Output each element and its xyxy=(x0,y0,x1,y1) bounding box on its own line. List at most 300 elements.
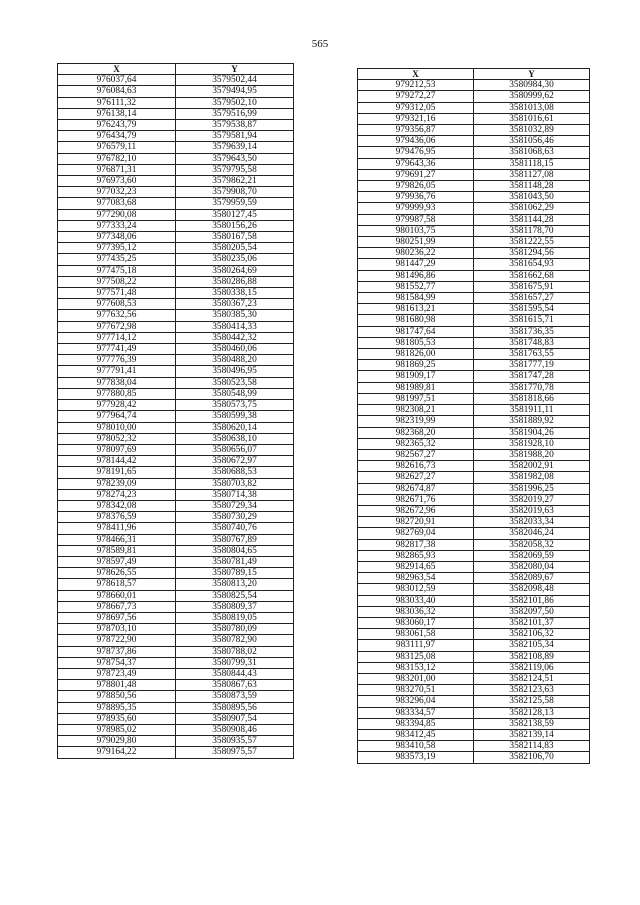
table-row xyxy=(58,433,294,444)
table-row xyxy=(358,225,590,236)
cell-x: 979272,27 xyxy=(358,91,474,102)
cell-y: 3582124,51 xyxy=(474,673,590,684)
cell-y: 3581062,29 xyxy=(474,203,590,214)
table-row xyxy=(58,579,294,590)
cell-x: 979029,80 xyxy=(58,736,176,747)
cell-y: 3581032,89 xyxy=(474,125,590,136)
cell-y: 3581178,70 xyxy=(474,225,590,236)
cell-y: 3582069,59 xyxy=(474,550,590,561)
cell-y: 3581595,54 xyxy=(474,304,590,315)
cell-y: 3582139,14 xyxy=(474,729,590,740)
cell-y: 3582080,04 xyxy=(474,561,590,572)
cell-y: 3580873,59 xyxy=(176,691,294,702)
cell-x: 979987,58 xyxy=(358,214,474,225)
cell-y: 3581982,08 xyxy=(474,472,590,483)
cell-y: 3580167,58 xyxy=(176,232,294,243)
table-row xyxy=(358,326,590,337)
cell-x: 981869,25 xyxy=(358,360,474,371)
table-row xyxy=(58,713,294,724)
cell-x: 982365,32 xyxy=(358,438,474,449)
cell-y: 3580688,53 xyxy=(176,467,294,478)
cell-y: 3580999,62 xyxy=(474,91,590,102)
cell-y: 3582097,50 xyxy=(474,606,590,617)
cell-x: 982308,21 xyxy=(358,405,474,416)
cell-y: 3579908,70 xyxy=(176,187,294,198)
cell-y: 3582101,86 xyxy=(474,595,590,606)
cell-y: 3580414,33 xyxy=(176,321,294,332)
cell-x: 978589,81 xyxy=(58,545,176,556)
table-row xyxy=(58,265,294,276)
cell-x: 977741,49 xyxy=(58,344,176,355)
cell-x: 977964,74 xyxy=(58,411,176,422)
cell-x: 979212,53 xyxy=(358,80,474,91)
table-row xyxy=(358,517,590,528)
cell-x: 979476,95 xyxy=(358,147,474,158)
cell-x: 983033,40 xyxy=(358,595,474,606)
cell-y: 3581144,28 xyxy=(474,214,590,225)
table-row xyxy=(58,478,294,489)
cell-x: 981496,86 xyxy=(358,270,474,281)
cell-y: 3579639,14 xyxy=(176,142,294,153)
table-row xyxy=(58,388,294,399)
table-row xyxy=(358,573,590,584)
table-row xyxy=(358,629,590,640)
cell-x: 982672,96 xyxy=(358,505,474,516)
cell-y: 3580523,58 xyxy=(176,377,294,388)
column-header-x: X xyxy=(358,69,474,80)
cell-x: 981805,53 xyxy=(358,337,474,348)
cell-y: 3580286,88 xyxy=(176,276,294,287)
cell-x: 977083,68 xyxy=(58,198,176,209)
table-row xyxy=(358,617,590,628)
table-row xyxy=(358,259,590,270)
cell-y: 3582114,83 xyxy=(474,741,590,752)
table-header-row xyxy=(358,69,590,80)
cell-x: 983296,04 xyxy=(358,696,474,707)
cell-x: 978010,00 xyxy=(58,422,176,433)
cell-y: 3581016,61 xyxy=(474,113,590,124)
table-row xyxy=(58,680,294,691)
table-row xyxy=(358,741,590,752)
table-row xyxy=(58,209,294,220)
cell-x: 978722,90 xyxy=(58,635,176,646)
cell-x: 982671,76 xyxy=(358,494,474,505)
table-header-row xyxy=(58,64,294,75)
table-row xyxy=(358,113,590,124)
cell-x: 977571,48 xyxy=(58,288,176,299)
cell-y: 3582046,24 xyxy=(474,528,590,539)
table-row xyxy=(58,489,294,500)
cell-y: 3580809,37 xyxy=(176,601,294,612)
table-row xyxy=(358,158,590,169)
cell-y: 3580620,14 xyxy=(176,422,294,433)
table-row xyxy=(58,243,294,254)
table-row xyxy=(358,270,590,281)
cell-x: 977508,22 xyxy=(58,276,176,287)
cell-x: 983036,32 xyxy=(358,606,474,617)
cell-x: 981552,77 xyxy=(358,281,474,292)
cell-x: 976579,11 xyxy=(58,142,176,153)
cell-x: 978935,60 xyxy=(58,713,176,724)
table-row xyxy=(358,125,590,136)
table-row xyxy=(58,131,294,142)
cell-y: 3581118,15 xyxy=(474,158,590,169)
cell-x: 982368,20 xyxy=(358,427,474,438)
cell-x: 983334,57 xyxy=(358,707,474,718)
table-row xyxy=(358,91,590,102)
table-row xyxy=(358,472,590,483)
cell-x: 978850,56 xyxy=(58,691,176,702)
cell-y: 3581988,20 xyxy=(474,449,590,460)
cell-y: 3580781,49 xyxy=(176,556,294,567)
column-header-y: Y xyxy=(474,69,590,80)
cell-y: 3582101,37 xyxy=(474,617,590,628)
cell-x: 978723,49 xyxy=(58,668,176,679)
table-row xyxy=(58,556,294,567)
table-row xyxy=(58,702,294,713)
cell-y: 3580767,89 xyxy=(176,534,294,545)
table-row xyxy=(358,371,590,382)
table-row xyxy=(358,673,590,684)
cell-x: 981680,98 xyxy=(358,315,474,326)
page-number: 565 xyxy=(311,38,329,50)
table-row xyxy=(358,248,590,259)
cell-y: 3580127,45 xyxy=(176,209,294,220)
cell-y: 3579516,99 xyxy=(176,108,294,119)
table-row xyxy=(58,568,294,579)
cell-y: 3581904,26 xyxy=(474,427,590,438)
table-row xyxy=(358,337,590,348)
cell-x: 977928,42 xyxy=(58,400,176,411)
cell-y: 3581748,83 xyxy=(474,337,590,348)
cell-x: 977608,53 xyxy=(58,299,176,310)
table-row xyxy=(358,102,590,113)
table-row xyxy=(358,304,590,315)
cell-x: 983412,45 xyxy=(358,729,474,740)
cell-x: 983394,85 xyxy=(358,718,474,729)
table-row xyxy=(58,668,294,679)
table-row xyxy=(58,321,294,332)
cell-y: 3580672,97 xyxy=(176,456,294,467)
coordinates-table-left xyxy=(57,63,294,759)
table-row xyxy=(58,736,294,747)
column-header-y: Y xyxy=(176,64,294,75)
table-row xyxy=(58,523,294,534)
table-row xyxy=(358,405,590,416)
table-row xyxy=(58,512,294,523)
cell-x: 981747,64 xyxy=(358,326,474,337)
table-row xyxy=(358,539,590,550)
cell-y: 3580460,06 xyxy=(176,344,294,355)
cell-x: 982674,87 xyxy=(358,483,474,494)
cell-x: 978376,59 xyxy=(58,512,176,523)
cell-y: 3581043,50 xyxy=(474,192,590,203)
table-row xyxy=(358,393,590,404)
cell-x: 979356,87 xyxy=(358,125,474,136)
cell-x: 978411,96 xyxy=(58,523,176,534)
table-row xyxy=(58,344,294,355)
cell-x: 977632,56 xyxy=(58,310,176,321)
table-row xyxy=(358,349,590,360)
cell-x: 978667,73 xyxy=(58,601,176,612)
cell-y: 3582138,59 xyxy=(474,718,590,729)
table-row xyxy=(58,220,294,231)
table-row xyxy=(58,153,294,164)
table-row xyxy=(58,276,294,287)
cell-x: 978985,02 xyxy=(58,724,176,735)
table-row xyxy=(358,595,590,606)
table-row xyxy=(58,545,294,556)
table-row xyxy=(358,80,590,91)
cell-x: 983111,97 xyxy=(358,640,474,651)
table-row xyxy=(358,640,590,651)
table-row xyxy=(358,662,590,673)
cell-x: 982720,91 xyxy=(358,517,474,528)
table-row xyxy=(358,707,590,718)
cell-x: 976871,31 xyxy=(58,164,176,175)
table-row xyxy=(358,528,590,539)
cell-y: 3582105,34 xyxy=(474,640,590,651)
table-row xyxy=(358,382,590,393)
cell-x: 978737,86 xyxy=(58,646,176,657)
cell-x: 980236,22 xyxy=(358,248,474,259)
cell-y: 3582108,89 xyxy=(474,651,590,662)
table-row xyxy=(58,500,294,511)
cell-x: 978597,49 xyxy=(58,556,176,567)
cell-x: 979164,22 xyxy=(58,747,176,758)
cell-y: 3581056,46 xyxy=(474,136,590,147)
cell-y: 3580867,63 xyxy=(176,680,294,691)
table-row xyxy=(358,752,590,763)
cell-y: 3580367,23 xyxy=(176,299,294,310)
table-row xyxy=(58,635,294,646)
cell-x: 981909,17 xyxy=(358,371,474,382)
table-row xyxy=(358,483,590,494)
cell-x: 977395,12 xyxy=(58,243,176,254)
table-row xyxy=(58,232,294,243)
cell-x: 982963,54 xyxy=(358,573,474,584)
cell-x: 977838,04 xyxy=(58,377,176,388)
cell-y: 3580844,43 xyxy=(176,668,294,679)
cell-x: 981989,81 xyxy=(358,382,474,393)
cell-y: 3580788,02 xyxy=(176,646,294,657)
cell-x: 979436,06 xyxy=(358,136,474,147)
table-row xyxy=(58,176,294,187)
cell-y: 3582123,63 xyxy=(474,685,590,696)
cell-y: 3580780,09 xyxy=(176,624,294,635)
cell-x: 978239,09 xyxy=(58,478,176,489)
table-row xyxy=(58,377,294,388)
table-row xyxy=(58,590,294,601)
cell-y: 3581763,55 xyxy=(474,349,590,360)
table-row xyxy=(58,97,294,108)
cell-x: 978191,65 xyxy=(58,467,176,478)
cell-y: 3580385,30 xyxy=(176,310,294,321)
cell-x: 977714,12 xyxy=(58,332,176,343)
table-row xyxy=(58,411,294,422)
table-row xyxy=(58,310,294,321)
cell-x: 979321,16 xyxy=(358,113,474,124)
cell-y: 3580825,54 xyxy=(176,590,294,601)
cell-y: 3581889,92 xyxy=(474,416,590,427)
cell-x: 977791,41 xyxy=(58,366,176,377)
cell-x: 983012,59 xyxy=(358,584,474,595)
cell-y: 3581747,28 xyxy=(474,371,590,382)
cell-x: 982914,65 xyxy=(358,561,474,572)
cell-y: 3581675,91 xyxy=(474,281,590,292)
table-row xyxy=(58,142,294,153)
cell-x: 981997,51 xyxy=(358,393,474,404)
table-row xyxy=(58,187,294,198)
cell-y: 3580488,20 xyxy=(176,355,294,366)
cell-y: 3580907,54 xyxy=(176,713,294,724)
table-row xyxy=(58,299,294,310)
cell-x: 978097,69 xyxy=(58,444,176,455)
cell-y: 3580819,05 xyxy=(176,612,294,623)
cell-y: 3580975,57 xyxy=(176,747,294,758)
table-row xyxy=(358,606,590,617)
table-row xyxy=(358,427,590,438)
cell-y: 3581068,63 xyxy=(474,147,590,158)
cell-y: 3579795,58 xyxy=(176,164,294,175)
cell-x: 977776,39 xyxy=(58,355,176,366)
table-row xyxy=(358,315,590,326)
cell-y: 3581148,28 xyxy=(474,181,590,192)
cell-y: 3580573,75 xyxy=(176,400,294,411)
table-row xyxy=(358,237,590,248)
cell-y: 3582033,34 xyxy=(474,517,590,528)
table-row xyxy=(58,86,294,97)
cell-y: 3580703,82 xyxy=(176,478,294,489)
cell-y: 3581654,93 xyxy=(474,259,590,270)
cell-x: 981447,29 xyxy=(358,259,474,270)
cell-y: 3580789,15 xyxy=(176,568,294,579)
table-row xyxy=(58,288,294,299)
cell-y: 3579502,44 xyxy=(176,75,294,86)
cell-x: 976434,79 xyxy=(58,131,176,142)
cell-y: 3581996,25 xyxy=(474,483,590,494)
cell-y: 3580730,29 xyxy=(176,512,294,523)
table-row xyxy=(358,281,590,292)
cell-x: 978466,31 xyxy=(58,534,176,545)
cell-x: 982319,99 xyxy=(358,416,474,427)
cell-y: 3581222,55 xyxy=(474,237,590,248)
cell-x: 983061,58 xyxy=(358,629,474,640)
cell-y: 3580496,95 xyxy=(176,366,294,377)
cell-y: 3582125,58 xyxy=(474,696,590,707)
cell-y: 3580235,06 xyxy=(176,254,294,265)
cell-x: 978052,32 xyxy=(58,433,176,444)
cell-y: 3582098,48 xyxy=(474,584,590,595)
cell-x: 983410,58 xyxy=(358,741,474,752)
cell-y: 3580638,10 xyxy=(176,433,294,444)
table-row xyxy=(358,136,590,147)
cell-x: 978144,42 xyxy=(58,456,176,467)
table-row xyxy=(358,181,590,192)
table-row xyxy=(58,332,294,343)
cell-y: 3581294,56 xyxy=(474,248,590,259)
table-row xyxy=(358,651,590,662)
table-row xyxy=(358,449,590,460)
cell-x: 978660,01 xyxy=(58,590,176,601)
cell-y: 3580264,69 xyxy=(176,265,294,276)
cell-y: 3580782,90 xyxy=(176,635,294,646)
cell-x: 979691,27 xyxy=(358,169,474,180)
cell-y: 3580442,32 xyxy=(176,332,294,343)
cell-y: 3582106,32 xyxy=(474,629,590,640)
table-row xyxy=(58,691,294,702)
cell-y: 3580984,30 xyxy=(474,80,590,91)
table-row xyxy=(58,198,294,209)
cell-y: 3581911,11 xyxy=(474,405,590,416)
cell-x: 976782,10 xyxy=(58,153,176,164)
cell-x: 981826,00 xyxy=(358,349,474,360)
cell-x: 976111,32 xyxy=(58,97,176,108)
table-row xyxy=(58,534,294,545)
table-row xyxy=(58,612,294,623)
table-row xyxy=(58,657,294,668)
cell-y: 3580740,76 xyxy=(176,523,294,534)
cell-x: 978626,55 xyxy=(58,568,176,579)
cell-y: 3581777,19 xyxy=(474,360,590,371)
cell-y: 3582002,91 xyxy=(474,461,590,472)
cell-y: 3580599,38 xyxy=(176,411,294,422)
cell-y: 3582019,63 xyxy=(474,505,590,516)
cell-x: 977880,85 xyxy=(58,388,176,399)
cell-x: 978754,37 xyxy=(58,657,176,668)
cell-y: 3582106,70 xyxy=(474,752,590,763)
cell-y: 3580548,99 xyxy=(176,388,294,399)
cell-x: 979936,76 xyxy=(358,192,474,203)
table-row xyxy=(358,147,590,158)
cell-y: 3581770,78 xyxy=(474,382,590,393)
cell-y: 3582119,06 xyxy=(474,662,590,673)
cell-x: 982817,38 xyxy=(358,539,474,550)
table-row xyxy=(358,494,590,505)
cell-y: 3580813,20 xyxy=(176,579,294,590)
table-row xyxy=(358,203,590,214)
cell-x: 981584,99 xyxy=(358,293,474,304)
cell-x: 978342,08 xyxy=(58,500,176,511)
cell-y: 3581615,71 xyxy=(474,315,590,326)
table-row xyxy=(58,254,294,265)
cell-x: 979826,05 xyxy=(358,181,474,192)
cell-y: 3580656,07 xyxy=(176,444,294,455)
cell-y: 3582128,13 xyxy=(474,707,590,718)
table-row xyxy=(358,561,590,572)
cell-y: 3579643,50 xyxy=(176,153,294,164)
cell-y: 3580935,57 xyxy=(176,736,294,747)
table-row xyxy=(58,120,294,131)
table-row xyxy=(358,718,590,729)
cell-y: 3579581,94 xyxy=(176,131,294,142)
cell-y: 3580714,38 xyxy=(176,489,294,500)
cell-y: 3580729,34 xyxy=(176,500,294,511)
cell-x: 976243,79 xyxy=(58,120,176,131)
cell-x: 980251,99 xyxy=(358,237,474,248)
table-row xyxy=(358,461,590,472)
cell-x: 977333,24 xyxy=(58,220,176,231)
cell-x: 978801,48 xyxy=(58,680,176,691)
table-row xyxy=(58,646,294,657)
cell-x: 983125,08 xyxy=(358,651,474,662)
table-row xyxy=(58,456,294,467)
cell-x: 982769,04 xyxy=(358,528,474,539)
cell-x: 979312,05 xyxy=(358,102,474,113)
cell-x: 982865,93 xyxy=(358,550,474,561)
cell-y: 3579494,95 xyxy=(176,86,294,97)
table-row xyxy=(58,624,294,635)
